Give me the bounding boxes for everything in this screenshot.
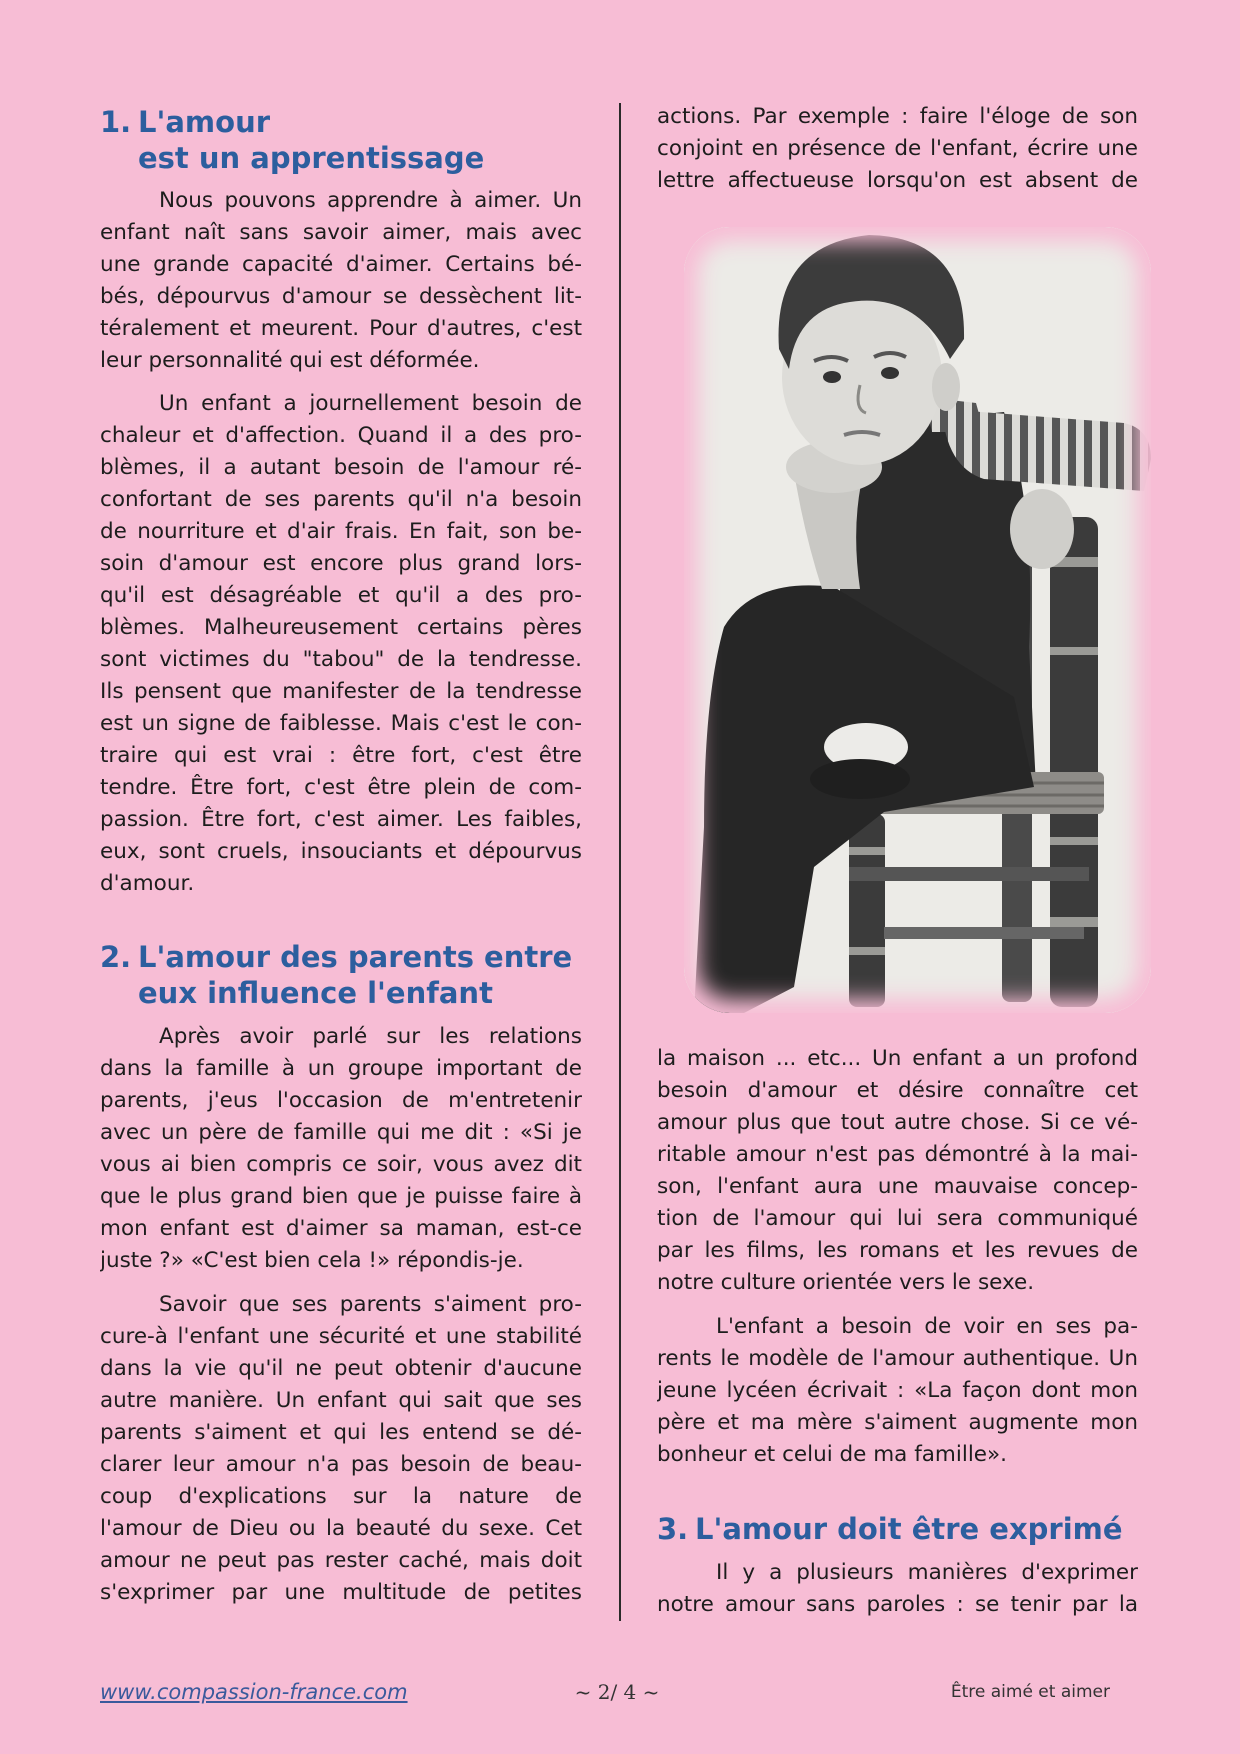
text-line: père et ma mère s'aiment augmente mon [657, 1410, 1138, 1435]
text-line: sont victimes du "tabou" de la tendresse. [100, 647, 582, 672]
text-line: Nous pouvons apprendre à aimer. Un [159, 188, 582, 213]
text-line: tion de l'amour qui lui sera communiqué [657, 1206, 1138, 1231]
text-line: qu'il est désagréable et qu'il a des pro- [100, 583, 582, 608]
text-line: rents le modèle de l'amour authentique. Un [657, 1346, 1138, 1371]
text-line: chaleur et d'affection. Quand il a des pro- [100, 423, 582, 448]
text-line: téralement et meurent. Pour d'autres, c'est [100, 316, 582, 341]
text-line: dans la famille à un groupe important de [100, 1056, 582, 1081]
text-line: notre culture orientée vers le sexe. [657, 1270, 1035, 1295]
text-line: bonheur et celui de ma famille». [657, 1442, 1008, 1467]
website-link[interactable]: www.compassion-france.com [100, 1680, 408, 1704]
text-line: autre manière. Un enfant qui sait que ses [100, 1388, 582, 1413]
text-line: ritable amour n'est pas démontré à la mai- [657, 1142, 1138, 1167]
text-line: lettre affectueuse lorsqu'on est absent de [657, 168, 1138, 193]
text-line: mon enfant est d'aimer sa maman, est-ce [100, 1216, 582, 1241]
text-line: coup d'explications sur la nature de [100, 1484, 582, 1509]
text-line: tendre. Être fort, c'est être plein de com- [100, 775, 582, 800]
section-heading-3 [657, 1511, 1138, 1547]
paragraph-6 [657, 1557, 1138, 1621]
text-line: jeune lycéen écrivait : «La façon dont mon [657, 1378, 1138, 1403]
text-line: eux, sont cruels, insouciants et dépourvus [100, 839, 582, 864]
column-divider [619, 103, 621, 1621]
text-line: leur personnalité qui est déformée. [100, 348, 480, 373]
paragraph-4-continued [657, 101, 1138, 197]
section-heading-2 [100, 939, 582, 1011]
text-line: de nourriture et d'air frais. En fait, son be- [100, 519, 582, 544]
text-line: dans la vie qu'il ne peut obtenir d'aucune [100, 1356, 582, 1381]
heading-line: est un apprentissage [138, 141, 485, 175]
text-line: vous ai bien compris ce soir, vous avez dit [100, 1152, 582, 1177]
heading-line: L'amour doit être exprimé [695, 1512, 1123, 1546]
text-line: enfant naît sans savoir aimer, mais avec [100, 220, 582, 245]
text-line: besoin d'amour et désire connaître cet [657, 1078, 1138, 1103]
text-line: amour plus que tout autre chose. Si ce vé- [657, 1110, 1138, 1135]
photo-boy-on-chair [684, 227, 1151, 1013]
text-line: s'exprimer par une multitude de petites [100, 1580, 582, 1605]
paragraph-4-after-photo [657, 1043, 1138, 1299]
text-line: parents s'aiment et qui les entend se dé- [100, 1420, 582, 1445]
text-line: passion. Être fort, c'est aimer. Les faibles, [100, 807, 582, 832]
heading-number: 2. [100, 940, 132, 974]
document-title: Être aimé et aimer [950, 1682, 1110, 1702]
page-number: ~ 2/ 4 ~ [574, 1680, 660, 1704]
text-line: clarer leur amour n'a pas besoin de beau- [100, 1452, 582, 1477]
text-line: conjoint en présence de l'enfant, écrire une [657, 136, 1138, 161]
paragraph-3 [100, 1021, 582, 1277]
text-line: avec un père de famille qui me dit : «Si je [100, 1120, 582, 1145]
paragraph-4 [100, 1289, 582, 1609]
text-line: Il y a plusieurs manières d'exprimer [716, 1560, 1138, 1585]
paragraph-1 [100, 185, 582, 377]
heading-line: eux influence l'enfant [138, 976, 493, 1010]
heading-line: L'amour des parents entre [138, 940, 573, 974]
text-line: blèmes, il a autant besoin de l'amour ré- [100, 455, 582, 480]
text-line: par les films, les romans et les revues de [657, 1238, 1138, 1263]
text-line: Après avoir parlé sur les relations [159, 1024, 582, 1049]
text-line: notre amour sans paroles : se tenir par la [657, 1592, 1138, 1617]
section-heading-1 [100, 104, 582, 176]
text-line: Savoir que ses parents s'aiment pro- [159, 1292, 582, 1317]
text-line: est un signe de faiblesse. Mais c'est le con- [100, 711, 582, 736]
text-line: que le plus grand bien que je puisse faire à [100, 1184, 582, 1209]
text-line: son, l'enfant aura une mauvaise concep- [657, 1174, 1138, 1199]
text-line: bés, dépourvus d'amour se dessèchent lit- [100, 284, 582, 309]
text-line: juste ?» «C'est bien cela !» répondis-je. [100, 1248, 524, 1273]
text-line: Un enfant a journellement besoin de [159, 391, 582, 416]
text-line: amour ne peut pas rester caché, mais doit [100, 1548, 582, 1573]
text-line: parents, j'eus l'occasion de m'entretenir [100, 1088, 582, 1113]
text-line: cure-à l'enfant une sécurité et une stabilité [100, 1324, 582, 1349]
heading-line: L'amour [138, 105, 271, 139]
text-line: confortant de ses parents qu'il n'a besoin [100, 487, 582, 512]
text-line: Ils pensent que manifester de la tendresse [100, 679, 582, 704]
text-line: traire qui est vrai : être fort, c'est être [100, 743, 582, 768]
heading-number: 3. [657, 1512, 689, 1546]
text-line: l'amour de Dieu ou la beauté du sexe. Cet [100, 1516, 582, 1541]
text-line: une grande capacité d'aimer. Certains bé- [100, 252, 582, 277]
text-line: blèmes. Malheureusement certains pères [100, 615, 582, 640]
text-line: d'amour. [100, 871, 195, 896]
text-line: L'enfant a besoin de voir en ses pa- [716, 1314, 1138, 1339]
paragraph-5 [657, 1311, 1138, 1471]
paragraph-2 [100, 388, 582, 900]
text-line: soin d'amour est encore plus grand lors- [100, 551, 582, 576]
text-line: actions. Par exemple : faire l'éloge de son [657, 104, 1138, 129]
heading-number: 1. [100, 105, 132, 139]
text-line: la maison ... etc... Un enfant a un profond [657, 1046, 1138, 1071]
